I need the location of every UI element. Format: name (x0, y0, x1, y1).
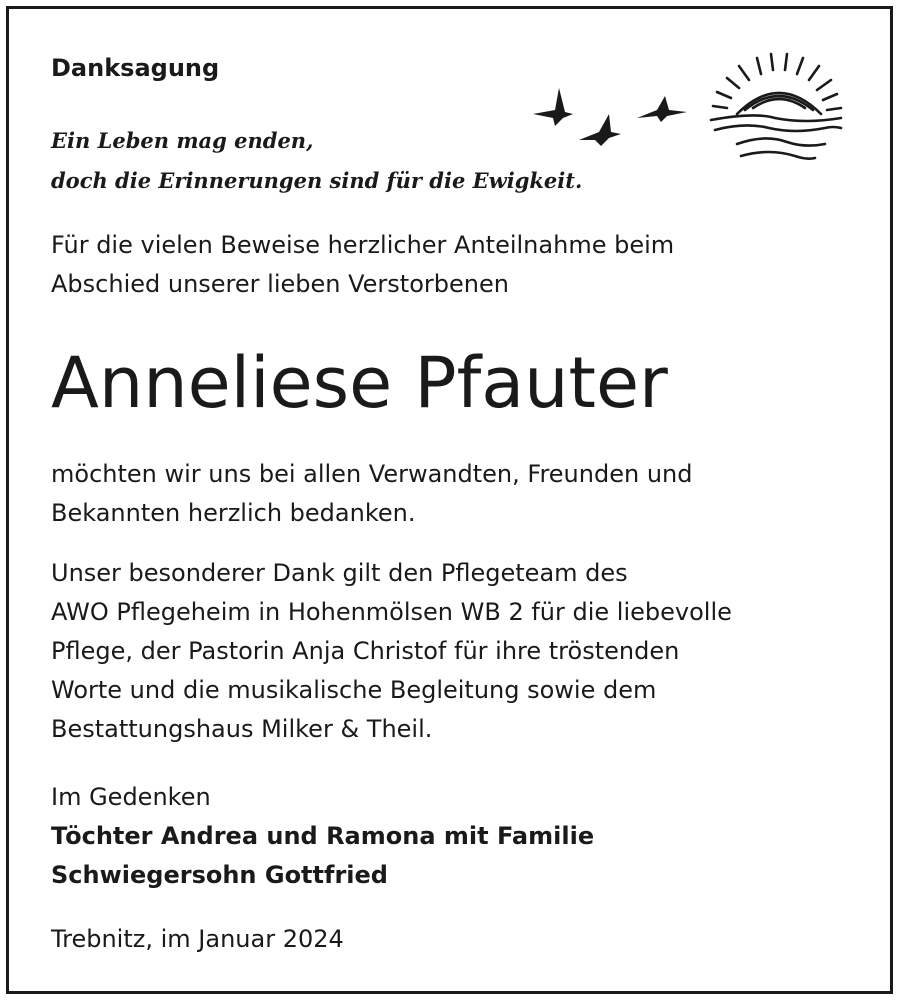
intro-line: Für die vielen Beweise herzlicher Anteilnahme beim (51, 231, 675, 259)
sunset-icon (711, 54, 841, 159)
memory-block (51, 778, 594, 895)
thanks-paragraph (51, 455, 692, 533)
special-thanks-line: AWO Pflegeheim in Hohenmölsen WB 2 für die liebevolle (51, 598, 732, 626)
mourner-line: Töchter Andrea und Ramona mit Familie (51, 822, 595, 850)
memory-intro: Im Gedenken (51, 783, 211, 811)
intro-paragraph (51, 226, 674, 304)
place-date: Trebnitz, im Januar 2024 (51, 925, 344, 953)
special-thanks-line: Pflege, der Pastorin Anja Christof für ihre tröstenden (51, 637, 680, 665)
intro-line: Abschied unserer lieben Verstorbenen (51, 270, 509, 298)
mourner-line: Schwiegersohn Gottfried (51, 861, 388, 889)
special-thanks-line: Unser besonderer Dank gilt den Pflegeteam des (51, 559, 628, 587)
notice-heading: Danksagung (51, 54, 220, 82)
thanks-line: möchten wir uns bei allen Verwandten, Freunden und (51, 460, 693, 488)
motto-line: Ein Leben mag enden, (51, 128, 314, 153)
special-thanks-line: Worte und die musikalische Begleitung sowie dem (51, 676, 657, 704)
thanks-line: Bekannten herzlich bedanken. (51, 499, 416, 527)
special-thanks-line: Bestattungshaus Milker & Theil. (51, 715, 433, 743)
deceased-name: Anneliese Pfauter (51, 342, 668, 424)
motto-line: doch die Erinnerungen sind für die Ewigkeit. (51, 168, 583, 193)
special-thanks-paragraph (51, 554, 732, 749)
notice-motto (51, 121, 582, 201)
